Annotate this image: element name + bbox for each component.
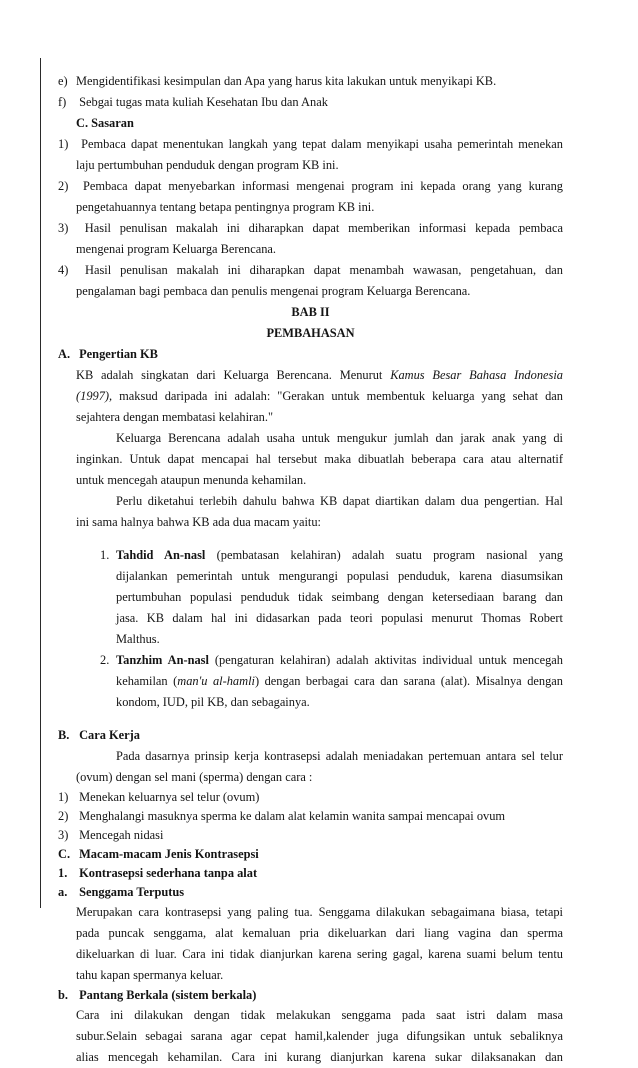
paragraph-line: (ovum) dengan sel mani (sperma) dengan cara : [76, 770, 313, 784]
paragraph-line: ini sama halnya bahwa KB ada dua macam yaitu: [76, 515, 321, 529]
paragraph-line: sejahtera dengan membatasi kelahiran." [76, 410, 274, 424]
section-heading-sasaran: C. Sasaran [76, 116, 134, 130]
paragraph-line: untuk mencegah ataupun menunda kehamilan. [76, 473, 307, 487]
paragraph-line: Perlu diketahui terlebih dahulu bahwa KB dapat diartikan dalam dua pengertian. Hal [116, 494, 563, 508]
paragraph-line: alias mencegah kehamilan. Cara ini kurang dianjurkan karena sukar dilaksanakan dan [76, 1050, 563, 1064]
paragraph-line: Merupakan cara kontrasepsi yang paling tua. Senggama dilakukan sebagaimana biasa, tetapi [76, 905, 563, 919]
numbered-item-continuation: jasa. KB dalam hal ini didasarkan pada teori populasi menurut Thomas Robert [116, 611, 563, 625]
section-heading-macam: C. Macam-macam Jenis Kontrasepsi [58, 847, 259, 861]
left-margin-rule [40, 58, 41, 908]
paragraph-line: Keluarga Berencana adalah usaha untuk mengukur jumlah dan jarak anak yang di [116, 431, 563, 445]
document-body [58, 71, 563, 1068]
paragraph-line: inginkan. Untuk dapat mencapai hal tersebut maka dibuatlah beberapa cara atau alternatif [76, 452, 563, 466]
chapter-title: BAB II [291, 305, 330, 319]
numbered-item-continuation: dijalankan pemerintah untuk mengurangi populasi penduduk, karena diasumsikan [116, 569, 563, 583]
list-item-continuation: pengetahuannya tentang betapa pentingnya program KB ini. [76, 200, 375, 214]
list-item: 1) Pembaca dapat menentukan langkah yang tepat dalam menyikapi usaha pemerintah menekan [58, 137, 563, 151]
subsection-heading: 1. Kontrasepsi sederhana tanpa alat [58, 866, 258, 880]
numbered-item-continuation: pertumbuhan populasi penduduk tidak seimbang dengan ketersediaan barang dan [116, 590, 563, 604]
list-item: 4) Hasil penulisan makalah ini diharapkan dapat menambah wawasan, pengetahuan, dan [58, 263, 563, 277]
list-item: f) Sebgai tugas mata kuliah Kesehatan Ibu dan Anak [58, 95, 328, 109]
numbered-item: 1. Tahdid An-nasl (pembatasan kelahiran) adalah suatu program nasional yang [100, 548, 563, 562]
chapter-subtitle: PEMBAHASAN [266, 326, 355, 340]
list-item: 2) Menghalangi masuknya sperma ke dalam alat kelamin wanita sampai mencapai ovum [58, 809, 506, 823]
list-item: 3) Mencegah nidasi [58, 828, 164, 842]
list-item: e) Mengidentifikasi kesimpulan dan Apa yang harus kita lakukan untuk menyikapi KB. [58, 74, 497, 88]
list-item-continuation: mengenai program Keluarga Berencana. [76, 242, 276, 256]
paragraph-line: Pada dasarnya prinsip kerja kontrasepsi adalah meniadakan pertemuan antara sel telur [116, 749, 563, 763]
numbered-item-continuation: kehamilan (man'u al-hamli) dengan berbagai cara dan sarana (alat). Misalnya dengan [116, 674, 563, 688]
paragraph-line: pada puncak senggama, alat kemaluan pria dikeluarkan dari liang vagina dan sperma [76, 926, 563, 940]
subsubsection-heading: b. Pantang Berkala (sistem berkala) [58, 988, 257, 1002]
paragraph-line: subur.Selain sebagai sarana agar cepat hamil,kalender juga difungsikan untuk sebaliknya [76, 1029, 563, 1043]
paragraph-line: (1997), maksud daripada ini adalah: "Gerakan untuk membentuk keluarga yang sehat dan [76, 389, 563, 403]
list-item: 3) Hasil penulisan makalah ini diharapkan dapat memberikan informasi kepada pembaca [58, 221, 563, 235]
numbered-item: 2. Tanzhim An-nasl (pengaturan kelahiran) adalah aktivitas individual untuk mencegah [100, 653, 563, 667]
subsubsection-heading: a. Senggama Terputus [58, 885, 185, 899]
list-item: 2) Pembaca dapat menyebarkan informasi mengenai program ini kepada orang yang kurang [58, 179, 563, 193]
paragraph-line: dikeluarkan di luar. Cara ini tidak dianjurkan karena sering gagal, karena suami belum tentu [76, 947, 563, 961]
numbered-item-continuation: kondom, IUD, pil KB, dan sebagainya. [116, 695, 310, 709]
paragraph-line: tahu kapan spermanya keluar. [76, 968, 224, 982]
numbered-item-continuation: Malthus. [116, 632, 160, 646]
paragraph-line: Cara ini dilakukan dengan tidak melakukan senggama pada saat istri dalam masa [76, 1008, 563, 1022]
list-item-continuation: pengalaman bagi pembaca dan penulis mengenai program Keluarga Berencana. [76, 284, 471, 298]
list-item-continuation: laju pertumbuhan penduduk dengan program KB ini. [76, 158, 339, 172]
section-heading-cara-kerja: B. Cara Kerja [58, 728, 141, 742]
paragraph-line: KB adalah singkatan dari Keluarga Berencana. Menurut Kamus Besar Bahasa Indonesia [76, 368, 563, 382]
section-heading-pengertian: A. Pengertian KB [58, 347, 158, 361]
list-item: 1) Menekan keluarnya sel telur (ovum) [58, 790, 260, 804]
